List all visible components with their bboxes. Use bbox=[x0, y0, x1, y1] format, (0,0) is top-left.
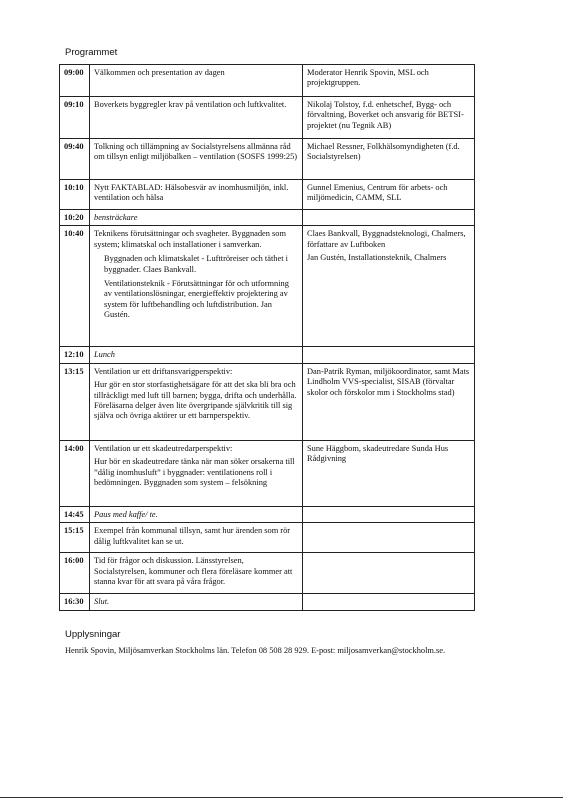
row-speaker bbox=[303, 506, 475, 522]
table-row bbox=[60, 440, 475, 506]
row-speaker: Nikolaj Tolstoy, f.d. enhetschef, Bygg- och förvaltning, Boverket och ansvarig för BETSI-projektet (nu Tegnik AB) bbox=[303, 97, 475, 139]
row-description: Paus med kaffe/ te. bbox=[90, 506, 303, 522]
row-time: 10:40 bbox=[60, 226, 90, 347]
row-speaker bbox=[303, 553, 475, 594]
row-time: 12:10 bbox=[60, 347, 90, 363]
row-description-detail: Hur bör en skadeutredare tänka när man söker orsakerna till ”dålig inomhusluft” i byggnader: ventilationens roll i bedömningen. Byggnaden som system – felsökning bbox=[94, 457, 295, 488]
table-row bbox=[60, 97, 475, 139]
row-description: Exempel från kommunal tillsyn, samt hur ärenden som rör dålig luftkvalitet kan se ut. bbox=[90, 523, 303, 553]
program-heading: Programmet bbox=[65, 47, 118, 58]
table-row bbox=[60, 506, 475, 522]
row-description bbox=[90, 226, 303, 347]
row-description: Lunch bbox=[90, 347, 303, 363]
row-description: Tolkning och tillämpning av Socialstyrelsens allmänna råd om tillsyn enligt miljöbalken – ventilation (SOSFS 1999:25) bbox=[90, 139, 303, 180]
row-time: 16:30 bbox=[60, 594, 90, 610]
row-speaker: Moderator Henrik Spovin, MSL och projektgruppen. bbox=[303, 65, 475, 97]
row-time: 10:10 bbox=[60, 180, 90, 210]
table-row bbox=[60, 523, 475, 553]
row-description bbox=[90, 363, 303, 440]
table-row bbox=[60, 226, 475, 347]
row-time: 15:15 bbox=[60, 523, 90, 553]
row-description bbox=[90, 440, 303, 506]
row-description-sub: Byggnaden och klimatskalet - Lufttröreiser och täthet i byggnader. Claes Bankvall. bbox=[104, 254, 288, 274]
row-speaker-main: Claes Bankvall, Byggnadsteknologi, Chalmers, författare av Luftboken bbox=[307, 229, 466, 249]
row-speaker bbox=[303, 347, 475, 363]
table-row bbox=[60, 139, 475, 180]
row-time: 09:40 bbox=[60, 139, 90, 180]
row-time: 09:00 bbox=[60, 65, 90, 97]
row-description-main: Ventilation ur ett skadeutredarperspektiv: bbox=[94, 443, 233, 453]
row-description: Tid för frågor och diskussion. Länsstyrelsen, Socialstyrelsen, kommuner och flera föreläsare kommer att stanna kvar för att svara på våra frågor. bbox=[90, 553, 303, 594]
row-time: 13:15 bbox=[60, 363, 90, 440]
row-speaker bbox=[303, 226, 475, 347]
row-speaker: Michael Ressner, Folkhälsomyndigheten (f.d. Socialstyrelsen) bbox=[303, 139, 475, 180]
table-row bbox=[60, 65, 475, 97]
row-description: Slut. bbox=[90, 594, 303, 610]
row-description: bensträckare bbox=[90, 210, 303, 226]
row-speaker-secondary: Jan Gustén, Installationsteknik, Chalmers bbox=[307, 253, 447, 263]
row-description-detail: Hur gör en stor storfastighetsägare för att det ska bli bra och tillräckligt med luft till barnen; bygga, drifta och underhålla. Föreläsarna delger även lite övergripande självkritik till sig själva och övriga aktörer ur ett barnperspektiv. bbox=[94, 380, 297, 421]
table-row bbox=[60, 594, 475, 610]
row-description-main: Ventilation ur ett driftansvarigperspektiv: bbox=[94, 366, 233, 376]
row-time: 10:20 bbox=[60, 210, 90, 226]
table-row bbox=[60, 180, 475, 210]
row-description: Välkommen och presentation av dagen bbox=[90, 65, 303, 97]
row-speaker: Gunnel Emenius, Centrum för arbets- och miljömedicin, CAMM, SLL bbox=[303, 180, 475, 210]
table-row bbox=[60, 363, 475, 440]
row-speaker: Sune Häggbom, skadeutredare Sunda Hus Rådgivning bbox=[303, 440, 475, 506]
contact-info: Henrik Spovin, Miljösamverkan Stockholms län. Telefon 08 508 28 929. E-post: miljosamverkan@stockholm.se. bbox=[65, 646, 446, 655]
row-time: 14:00 bbox=[60, 440, 90, 506]
table-row bbox=[60, 210, 475, 226]
row-description-main: Teknikens förutsättningar och svagheter. Byggnaden som system; klimatskal och installationer i samverkan. bbox=[94, 229, 286, 249]
program-table bbox=[59, 64, 475, 611]
row-description-sub: Ventilationsteknik - Förutsättningar för och utformning av ventilationslösningar, energieffektiv projektering av system för luftbehandling och luftdistribution. Jan Gustén. bbox=[104, 279, 289, 320]
row-description: Nytt FAKTABLAD: Hälsobesvär av inomhusmiljön, inkl. ventilation och hälsa bbox=[90, 180, 303, 210]
row-time: 16:00 bbox=[60, 553, 90, 594]
table-row bbox=[60, 553, 475, 594]
page-bottom-divider bbox=[0, 797, 563, 798]
info-heading: Upplysningar bbox=[65, 629, 121, 640]
row-speaker: Dan-Patrik Ryman, miljökoordinator, samt Mats Lindholm VVS-specialist, SISAB (förvaltar skolor och förskolor mm i Stockholms stad) bbox=[303, 363, 475, 440]
row-speaker bbox=[303, 523, 475, 553]
table-row bbox=[60, 347, 475, 363]
row-time: 09:10 bbox=[60, 97, 90, 139]
row-time: 14:45 bbox=[60, 506, 90, 522]
row-speaker bbox=[303, 594, 475, 610]
row-speaker bbox=[303, 210, 475, 226]
row-description: Boverkets byggregler krav på ventilation och luftkvalitet. bbox=[90, 97, 303, 139]
